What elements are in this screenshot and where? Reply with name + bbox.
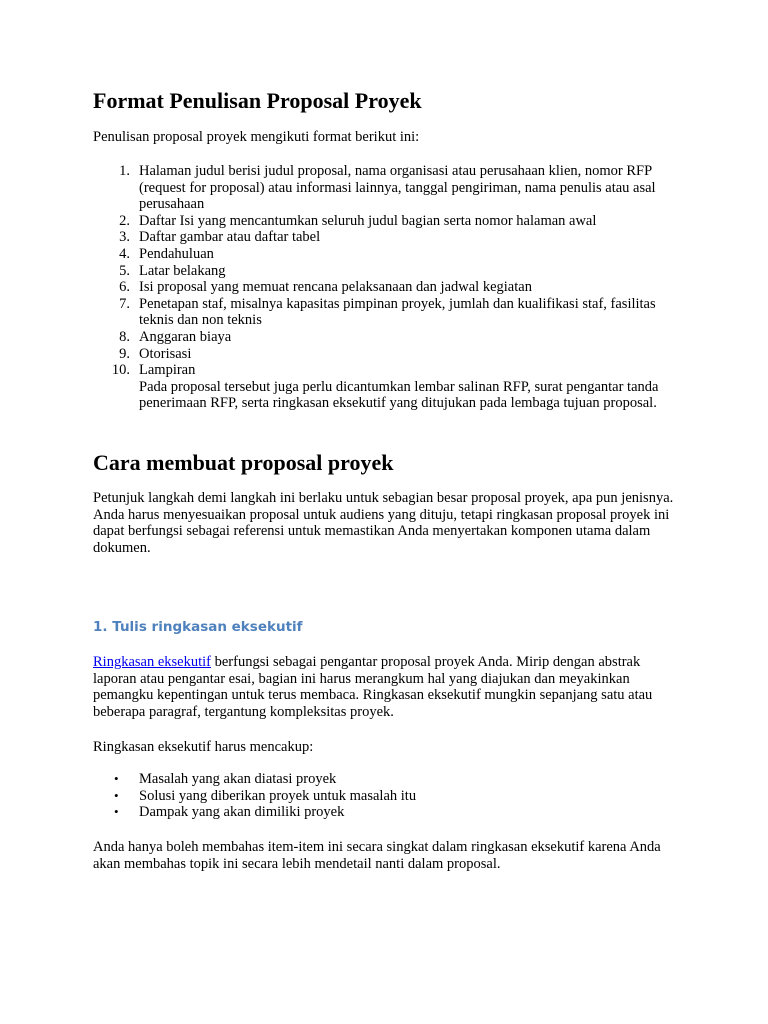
list-item: Halaman judul berisi judul proposal, nama organisasi atau perusahaan klien, nomor RFP (request for proposal) atau informasi lainnya, tanggal pengiriman, nama penulis atau asal perusahaan <box>139 163 656 213</box>
list-item: Daftar Isi yang mencantumkan seluruh judul bagian serta nomor halaman awal <box>139 212 597 229</box>
format-list <box>93 163 683 412</box>
section-intro-paragraph: Petunjuk langkah demi langkah ini berlaku untuk sebagian besar proposal proyek, apa pun jenisnya. Anda harus menyesuaikan proposal untuk audiens yang dituju, tetapi ringkasan proposal proyek ini dapat berfungsi sebagai referensi untuk memastikan Anda menyertakan komponen utama dalam dokumen. <box>93 490 674 556</box>
closing-paragraph: Anda hanya boleh membahas item-item ini secara singkat dalam ringkasan eksekutif karena Anda akan membahas topik ini secara lebih mendetail nanti dalam proposal. <box>93 839 661 872</box>
list-item: Otorisasi <box>139 345 192 362</box>
section-heading: Cara membuat proposal proyek <box>93 450 394 475</box>
list-item: • Solusi yang diberikan proyek untuk masalah itu <box>139 788 683 805</box>
must-include-paragraph: Ringkasan eksekutif harus mencakup: <box>93 739 314 755</box>
list-item: Latar belakang <box>139 262 226 279</box>
intro-paragraph: Penulisan proposal proyek mengikuti format berikut ini: <box>93 129 420 145</box>
list-item: Pendahuluan <box>139 245 214 262</box>
summary-paragraph: Ringkasan eksekutif berfungsi sebagai pengantar proposal proyek Anda. Mirip dengan abstrak laporan atau pengantar esai, bagian ini harus merangkum hal yang diajukan dan meyakinkan pemangku kepentingan untuk terus membaca. Ringkasan eksekutif mungkin sepanjang satu atau beberapa paragraf, tergantung kompleksitas proyek. <box>93 654 653 720</box>
executive-summary-link[interactable]: Ringkasan eksekutif <box>93 654 211 670</box>
bullet-list <box>93 771 683 821</box>
list-item: Lampiran Pada proposal tersebut juga perlu dicantumkan lembar salinan RFP, surat pengantar tanda penerimaan RFP, serta ringkasan eksekutif yang ditujukan pada lembaga tujuan proposal. <box>139 362 683 412</box>
list-item: Isi proposal yang memuat rencana pelaksanaan dan jadwal kegiatan <box>139 279 532 296</box>
list-item: • Dampak yang akan dimiliki proyek <box>139 804 683 821</box>
list-item: Penetapan staf, misalnya kapasitas pimpinan proyek, jumlah dan kualifikasi staf, fasilitas teknis dan non teknis <box>139 295 656 329</box>
list-item: Anggaran biaya <box>139 328 232 345</box>
step-heading: 1. Tulis ringkasan eksekutif <box>93 619 303 635</box>
document-title: Format Penulisan Proposal Proyek <box>93 88 422 113</box>
list-item: • Masalah yang akan diatasi proyek <box>139 771 683 788</box>
appendix-note: Pada proposal tersebut juga perlu dicantumkan lembar salinan RFP, surat pengantar tanda penerimaan RFP, serta ringkasan eksekutif yang ditujukan pada lembaga tujuan proposal. <box>139 378 659 412</box>
list-item: Daftar gambar atau daftar tabel <box>139 229 321 246</box>
